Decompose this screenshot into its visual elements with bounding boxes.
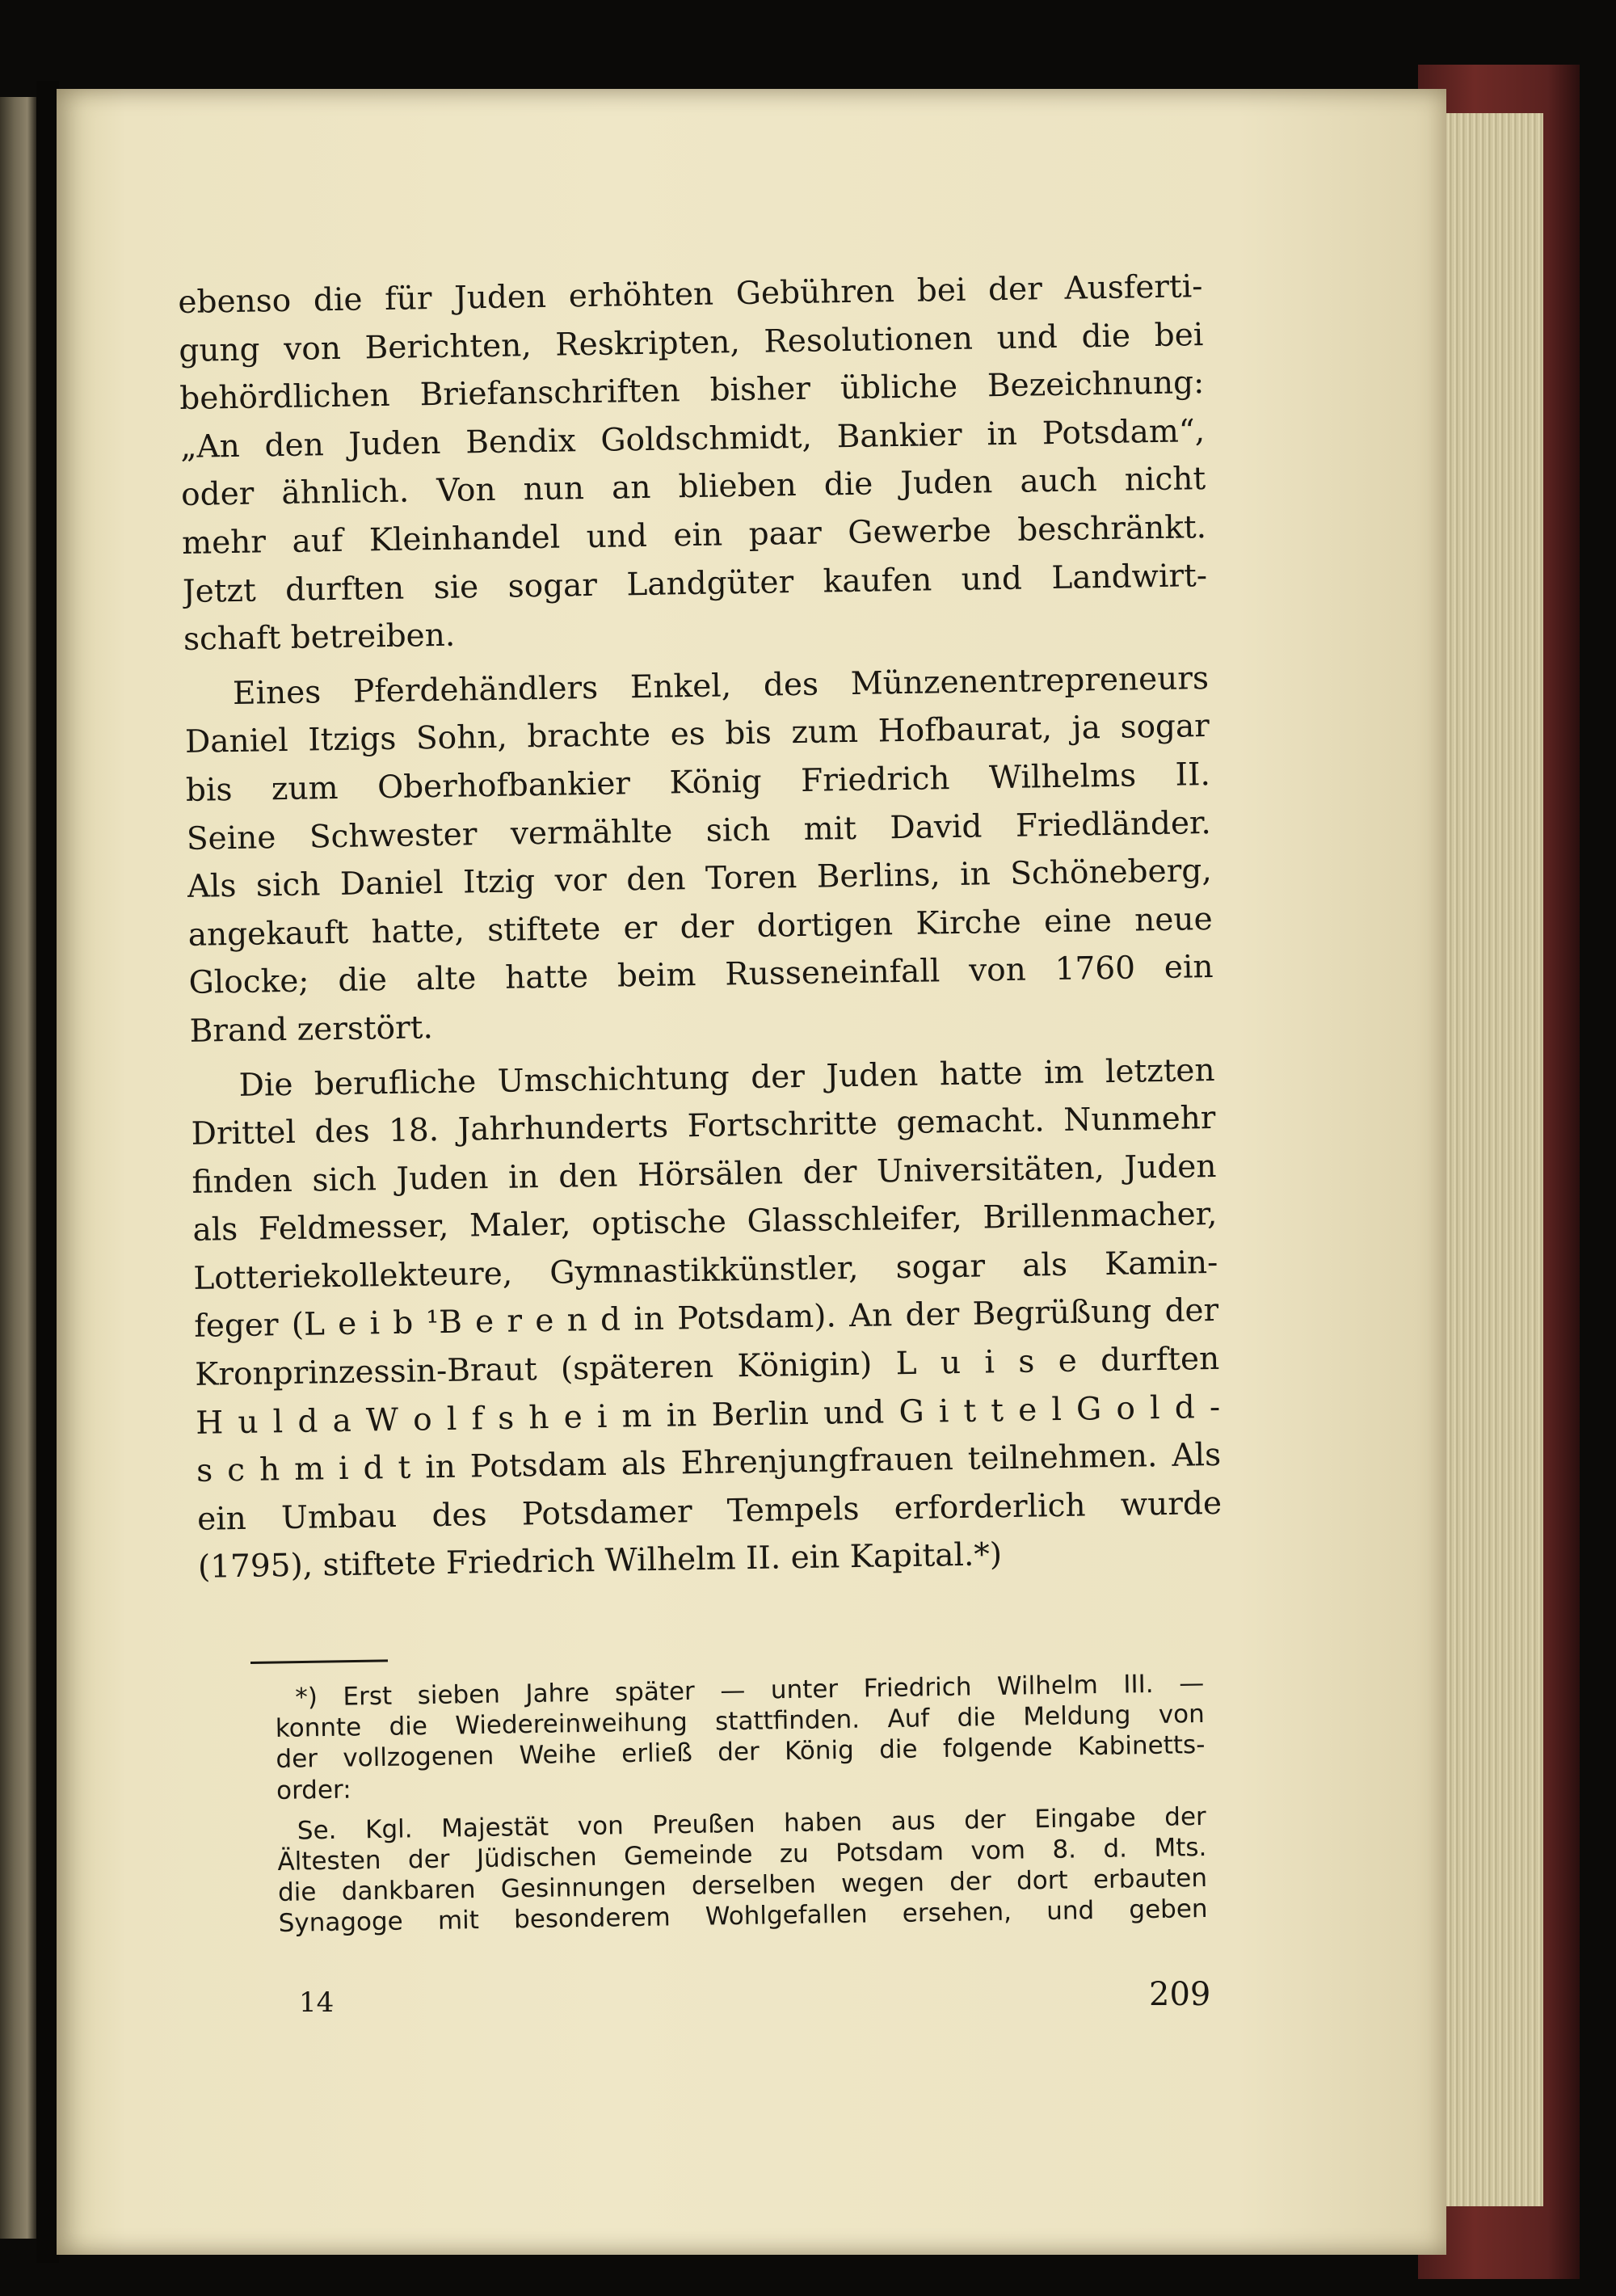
text-line: Jetzt durften sie sogar Landgüter kaufen und Landwirt- [182, 557, 1208, 610]
text-line: „An den Juden Bendix Goldschmidt, Bankier in Potsdam“, [179, 412, 1206, 466]
text-line: ebenso die für Juden erhöhten Gebühren bei der Ausferti- [178, 268, 1203, 321]
footnote-line: konnte die Wiedereinweihung stattfinden. Auf die Meldung von [275, 1700, 1206, 1744]
paragraph-1 [178, 263, 1208, 664]
text-line: Brand zerstört. [189, 1009, 434, 1050]
text-line: gung von Berichten, Reskripten, Resolutionen und die bei [179, 316, 1204, 369]
paragraph-3 [190, 1046, 1223, 1591]
left-page-edge [0, 97, 36, 2239]
text-line: Die berufliche Umschichtung der Juden hatte im letzten [238, 1051, 1215, 1104]
footnote-quote [277, 1801, 1208, 1940]
footnote-line: Synagoge mit besonderem Wohlgefallen ersehen, und geben [278, 1894, 1208, 1939]
text-line: angekauft hatte, stiftete er der dortigen Kirche eine neue [187, 900, 1213, 954]
text-line: Kronprinzessin-Braut (späteren Königin) L u i s e durften [194, 1340, 1220, 1393]
text-line: bis zum Oberhofbankier König Friedrich Wilhelms II. [185, 756, 1211, 809]
page-stack-edge [1446, 113, 1543, 2206]
signature-mark: 14 [299, 1986, 335, 2019]
text-line: finden sich Juden in den Hörsälen der Universitäten, Juden [191, 1148, 1217, 1201]
text-line: Lotteriekollekteure, Gymnastikkünstler, sogar als Kamin- [193, 1244, 1218, 1297]
footnote-1 [275, 1668, 1206, 1806]
text-line: mehr auf Kleinhandel und ein paar Gewerbe beschränkt. [181, 509, 1207, 562]
text-line: Glocke; die alte hatte beim Russeneinfall von 1760 ein [188, 949, 1214, 1002]
footnotes [275, 1668, 1208, 1940]
book-page [57, 89, 1446, 2255]
footnote-line: Ältesten der Jüdischen Gemeinde zu Potsdam vom 8. d. Mts. [277, 1832, 1207, 1877]
text-line: Daniel Itzigs Sohn, brachte es bis zum Hofbaurat, ja sogar [184, 708, 1210, 761]
text-line: Drittel des 18. Jahrhunderts Fortschritte gemacht. Nunmehr [191, 1100, 1216, 1152]
text-line: behördlichen Briefanschriften bisher übliche Bezeichnung: [179, 364, 1205, 418]
footnote-line: die dankbaren Gesinnungen derselben wegen der dort erbauten [277, 1864, 1208, 1908]
text-line: als Feldmesser, Maler, optische Glasschleifer, Brillenmacher, [192, 1196, 1218, 1249]
text-line: (1795), stiftete Friedrich Wilhelm II. ein Kapital.*) [197, 1536, 1003, 1586]
footnote-line: der vollzogenen Weihe erließ der König die folgende Kabinetts- [276, 1730, 1206, 1775]
text-line: Seine Schwester vermählte sich mit David Friedländer. [186, 804, 1212, 857]
text-line: ein Umbau des Potsdamer Tempels erforderlich wurde [196, 1485, 1223, 1538]
text-line: feger (L e i b ¹B e r e n d in Potsdam). An der Begrüßung der [194, 1292, 1219, 1346]
text-line: s c h m i d t in Potsdam als Ehrenjungfrauen teilnehmen. Als [196, 1437, 1222, 1490]
text-line: Als sich Daniel Itzig vor den Toren Berlins, in Schöneberg, [187, 853, 1213, 906]
text-line: Eines Pferdehändlers Enkel, des Münzenentrepreneurs [232, 659, 1210, 712]
text-line: oder ähnlich. Von nun an blieben die Juden auch nicht [180, 461, 1206, 514]
text-line: schaft betreiben. [183, 617, 456, 659]
text-line: H u l d a W o l f s h e i m in Berlin und G i t t e l G o l d - [195, 1388, 1221, 1442]
book-gutter [36, 81, 59, 2263]
body-text [178, 263, 1223, 1592]
footnote-line: Se. Kgl. Majestät von Preußen haben aus der Eingabe der [297, 1801, 1207, 1846]
footnote-rule [250, 1659, 388, 1664]
footnote-line: order: [276, 1775, 351, 1805]
paragraph-2 [184, 655, 1214, 1056]
footnote-line: *) Erst sieben Jahre später — unter Friedrich Wilhelm III. — [295, 1668, 1205, 1713]
page-number: 209 [1149, 1976, 1211, 2013]
